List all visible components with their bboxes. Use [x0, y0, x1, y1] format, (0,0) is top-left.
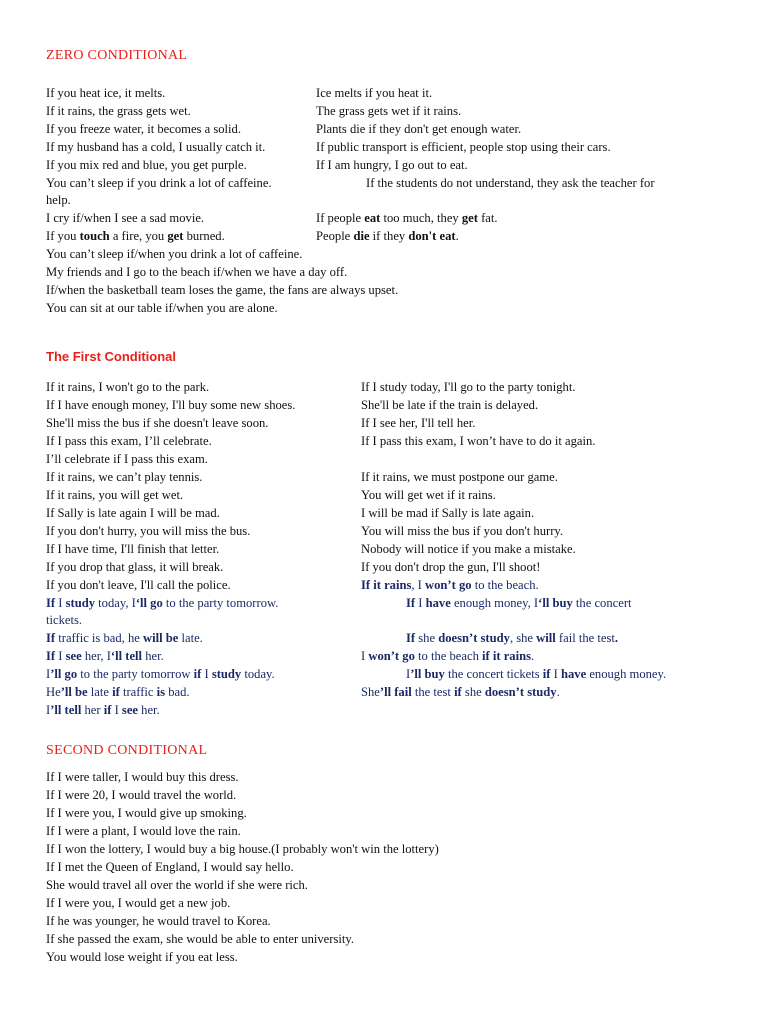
- example-line: I will be mad if Sally is late again.: [361, 506, 535, 520]
- example-line: If it rains, I won’t go to the beach.: [361, 578, 539, 592]
- example-line: My friends and I go to the beach if/when we have a day off.: [46, 265, 348, 279]
- example-line: If she doesn’t study, she will fail the test.: [406, 631, 619, 645]
- example-line: help.: [46, 193, 71, 207]
- example-line: If you don't leave, I'll call the police.: [46, 578, 231, 592]
- example-line: I’ll go to the party tomorrow if I study today.: [46, 667, 275, 681]
- example-line: If I study today, I'll go to the party tonight.: [361, 380, 576, 394]
- example-line: She would travel all over the world if she were rich.: [46, 878, 308, 892]
- example-line: I’ll tell her if I see her.: [46, 703, 160, 717]
- example-line: If it rains, we must postpone our game.: [361, 470, 558, 484]
- example-line: You can’t sleep if you drink a lot of caffeine.: [46, 176, 272, 190]
- example-line: If my husband has a cold, I usually catch it.: [46, 140, 266, 154]
- example-line: If you don't hurry, you will miss the bus.: [46, 524, 251, 538]
- second-conditional-heading: SECOND CONDITIONAL: [46, 743, 208, 758]
- example-line: If you mix red and blue, you get purple.: [46, 158, 247, 172]
- example-line: If you touch a fire, you get burned.: [46, 229, 225, 243]
- example-line: If public transport is efficient, people stop using their cars.: [316, 140, 611, 154]
- example-line: He’ll be late if traffic is bad.: [46, 685, 190, 699]
- example-line: If I am hungry, I go out to eat.: [316, 158, 468, 172]
- example-line: If you freeze water, it becomes a solid.: [46, 122, 241, 136]
- example-line: You can sit at our table if/when you are alone.: [46, 301, 278, 315]
- example-line: If you heat ice, it melts.: [46, 86, 166, 100]
- example-line: You can’t sleep if/when you drink a lot of caffeine.: [46, 247, 303, 261]
- example-line: tickets.: [46, 613, 83, 627]
- example-line: If I see her, I'll tell her.: [361, 416, 476, 430]
- example-line: If traffic is bad, he will be late.: [46, 631, 203, 645]
- example-line: The grass gets wet if it rains.: [316, 104, 462, 118]
- example-line: If I study today, I‘ll go to the party tomorrow.: [46, 596, 279, 610]
- first-conditional-heading: The First Conditional: [46, 349, 176, 364]
- example-line: If I pass this exam, I’ll celebrate.: [46, 434, 212, 448]
- example-line: If people eat too much, they get fat.: [316, 211, 498, 225]
- example-line: If I see her, I‘ll tell her.: [46, 649, 164, 663]
- zero-conditional-heading: ZERO CONDITIONAL: [46, 48, 188, 63]
- example-line: I’ll buy the concert tickets if I have enough money.: [406, 667, 667, 681]
- example-line: If I were a plant, I would love the rain.: [46, 824, 241, 838]
- example-line: You will get wet if it rains.: [361, 488, 496, 502]
- example-line: I won’t go to the beach if it rains.: [361, 649, 535, 663]
- example-line: If I met the Queen of England, I would say hello.: [46, 860, 294, 874]
- example-line: If I were 20, I would travel the world.: [46, 788, 237, 802]
- example-line: You would lose weight if you eat less.: [46, 950, 238, 964]
- example-line: If she passed the exam, she would be able to enter university.: [46, 932, 354, 946]
- example-line: She’ll fail the test if she doesn’t study.: [361, 685, 560, 699]
- example-line: If I have enough money, I'll buy some new shoes.: [46, 398, 296, 412]
- example-line: If I were you, I would give up smoking.: [46, 806, 247, 820]
- example-line: If it rains, I won't go to the park.: [46, 380, 210, 394]
- example-line: If I were you, I would get a new job.: [46, 896, 231, 910]
- example-line: She'll be late if the train is delayed.: [361, 398, 539, 412]
- example-line: If I were taller, I would buy this dress.: [46, 770, 239, 784]
- example-line: If I won the lottery, I would buy a big house.(I probably won't win the lottery): [46, 842, 439, 856]
- example-line: Plants die if they don't get enough water.: [316, 122, 522, 136]
- example-line: If I pass this exam, I won’t have to do it again.: [361, 434, 596, 448]
- example-line: If Sally is late again I will be mad.: [46, 506, 220, 520]
- example-line: People die if they don't eat.: [316, 229, 459, 243]
- example-line: If/when the basketball team loses the game, the fans are always upset.: [46, 283, 399, 297]
- example-line: If you drop that glass, it will break.: [46, 560, 224, 574]
- example-line: If it rains, you will get wet.: [46, 488, 184, 502]
- example-line: If it rains, we can’t play tennis.: [46, 470, 203, 484]
- example-line: If he was younger, he would travel to Korea.: [46, 914, 271, 928]
- example-line: You will miss the bus if you don't hurry.: [361, 524, 564, 538]
- example-line: Ice melts if you heat it.: [316, 86, 433, 100]
- example-line: If I have enough money, I‘ll buy the concert: [406, 596, 632, 610]
- example-line: I’ll celebrate if I pass this exam.: [46, 452, 208, 466]
- example-line: If it rains, the grass gets wet.: [46, 104, 191, 118]
- example-line: If I have time, I'll finish that letter.: [46, 542, 220, 556]
- example-line: If the students do not understand, they ask the teacher for: [366, 176, 655, 190]
- example-line: I cry if/when I see a sad movie.: [46, 211, 205, 225]
- example-line: Nobody will notice if you make a mistake.: [361, 542, 576, 556]
- example-line: If you don't drop the gun, I'll shoot!: [361, 560, 541, 574]
- example-line: She'll miss the bus if she doesn't leave soon.: [46, 416, 269, 430]
